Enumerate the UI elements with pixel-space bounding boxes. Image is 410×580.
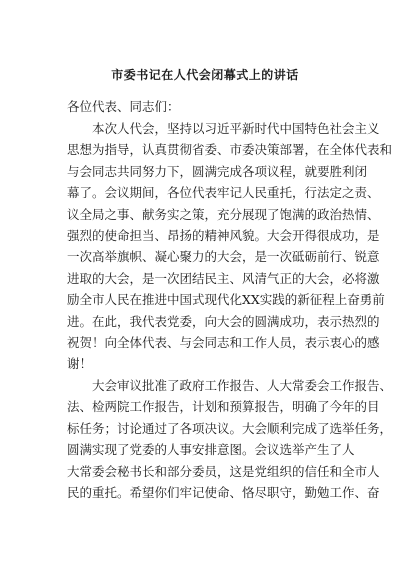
text-line: 大常委会秘书长和部分委员，这是党组织的信任和全市人 [67, 463, 380, 479]
text-line: 与会同志共同努力下，圆满完成各项议程，就要胜利闭 [67, 163, 368, 179]
text-line: 圆满实现了党委的人事安排意图。会议选举产生了人 [67, 442, 355, 458]
text-line: 标任务；讨论通过了各项决议。大会顺利完成了选举任务， [67, 420, 393, 436]
text-line: 法、检两院工作报告，计划和预算报告，明确了今年的目 [67, 399, 380, 415]
text-line: 谢！ [67, 356, 93, 372]
text-line: 进取的大会，是一次团结民主、风清气正的大会，必将激 [67, 270, 380, 286]
paragraph-2 [67, 375, 393, 503]
text-line: 本次人代会，坚持以习近平新时代中国特色社会主义 [92, 121, 380, 136]
text-line: 大会审议批准了政府工作报告、人大常委会工作报告、 [92, 378, 393, 393]
text-line: 进。在此，我代表党委，向大会的圆满成功，表示热烈的 [67, 313, 380, 329]
paragraph-1 [67, 118, 393, 375]
text-line: 思想为指导，认真贯彻省委、市委决策部署，在全体代表和 [67, 142, 393, 158]
text-line: 一次高举旗帜、凝心聚力的大会，是一次砥砺前行、锐意 [67, 249, 380, 265]
text-line: 议全局之事、献务实之策，充分展现了饱满的政治热情、 [67, 206, 380, 222]
text-line: 祝贺！向全体代表、与会同志和工作人员，表示衷心的感 [67, 335, 380, 351]
text-line: 民的重托。希望你们牢记使命、恪尽职守，勤勉工作、奋 [67, 485, 380, 501]
text-line: 强烈的使命担当、昂扬的精神风貌。大会开得很成功，是 [67, 228, 380, 244]
salutation: 各位代表、同志们： [67, 99, 180, 114]
document-title: 市委书记在人代会闭幕式上的讲话 [111, 68, 299, 82]
text-line: 幕了。会议期间，各位代表牢记人民重托，行法定之责、 [67, 185, 380, 201]
text-line: 励全市人民在推进中国式现代化XX实践的新征程上奋勇前 [67, 292, 385, 308]
